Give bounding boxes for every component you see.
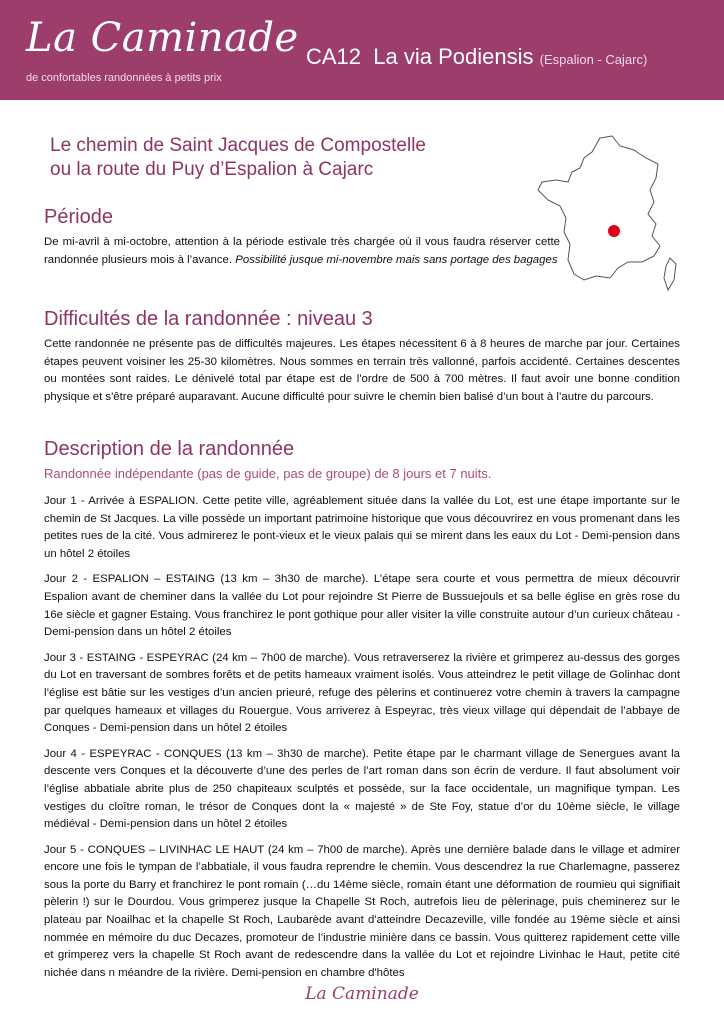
headline-line-1: Le chemin de Saint Jacques de Compostelle bbox=[50, 135, 427, 156]
periode-note: Possibilité jusque mi-novembre mais sans portage des bagages bbox=[235, 253, 558, 266]
difficulte-text: Cette randonnée ne présente pas de difficultés majeures. Les étapes nécessitent 6 à 8 heures de marche par jour. Certaines étapes peuvent voisiner les 25-30 kilomètres. Nous sommes en terrain très vallonné, parfois accidenté. Certaines descentes ou montées sont raides. Le dénivelé total par étape est de l'ordre de 500 à 700 mètres. Il faut avoir une bonne condition physique et s'être préparé auparavant. Aucune difficulté pour suivre le chemin bien balisé d’un bout à l’autre du parcours. bbox=[44, 338, 680, 403]
trip-subtitle: (Espalion - Cajarc) bbox=[539, 52, 648, 67]
brand-tagline: de confortables randonnées à petits prix bbox=[26, 72, 222, 84]
trip-title bbox=[306, 44, 647, 70]
page-headline bbox=[50, 134, 530, 182]
description-heading: Description de la randonnée bbox=[44, 438, 295, 460]
section-periode bbox=[44, 204, 680, 277]
headline-line-2: ou la route du Puy d’Espalion à Cajarc bbox=[50, 159, 374, 180]
trip-name: La via Podiensis bbox=[373, 44, 534, 69]
periode-heading: Période bbox=[44, 206, 113, 228]
trip-code: CA12 bbox=[306, 44, 362, 69]
page-header bbox=[0, 0, 724, 100]
description-subheading: Randonnée indépendante (pas de guide, pas de groupe) de 8 jours et 7 nuits. bbox=[44, 466, 492, 481]
day-paragraph-3: Jour 3 - ESTAING - ESPEYRAC (24 km – 7h00 de marche). Vous retraverserez la rivière et grimperez au-dessus des gorges du Lot en traversant de sombres forêts et de petits hameaux vraiment isolés. Vous atteindrez le petit village de Golinhac dont l’église est bâtie sur les vestiges d’un ancien prieuré, refuge des pèlerins et continuerez votre chemin à travers la campagne par quelques hameaux et villages du Rouergue. Vous arriverez à Espeyrac, très vieux village qui dépendait de l’abbaye de Conques - Demi-pension dans un hôtel 2 étoiles bbox=[44, 651, 680, 735]
day-paragraph-4: Jour 4 - ESPEYRAC - CONQUES (13 km – 3h30 de marche). Petite étape par le charmant village de Senergues avant la descente vers Conques et la découverte d’une des perles de l’art roman dans son écrin de verdure. Il faut absolument voir l’église abbatiale abrite plus de 250 chapiteaux sculptés et possède, sur la face occidentale, un magnifique tympan. Les vestiges du cloître roman, le trésor de Conques dont la « majesté » de Ste Foy, statue d’or du 10ème siècle, le village médiéval - Demi-pension dans un hôtel 2 étoiles bbox=[44, 747, 680, 831]
day-paragraph-5: Jour 5 - CONQUES – LIVINHAC LE HAUT (24 km – 7h00 de marche). Après une dernière balade dans le village et admirer encore une fois le tympan de l’abbatiale, il vous faudra reprendre le chemin. Vous descendrez la rue Charlemagne, passerez sous la porte du Barry et franchirez le pont romain (…du 14ème siècle, romain étant une déformation de roumieu qui signifiait pèlerin !) sur le Dourdou. Vous grimperez jusque la Chapelle St Roch, autrefois lieu de pèlerinage, puis cheminerez sur le plateau par Noailhac et la chapelle St Roch, Laubarède avant d'atteindre Decazeville, ville fondée au 19ème siècle et ainsi nommée en mémoire du duc Decazes, promoteur de l’industrie minière dans ce bassin. Vous quitterez rapidement cette ville et grimperez vers la chapelle St Roch avant de redescendre dans la vallée du Lot et rejoindre Livinhac le Haut, petite cité nichée dans n méandre de la rivière. Demi-pension en chambre d'hôtes bbox=[44, 843, 680, 979]
section-difficulte bbox=[44, 306, 680, 414]
footer-logo: La Caminade bbox=[305, 984, 419, 1004]
section-description bbox=[44, 436, 680, 990]
brand-logo: La Caminade bbox=[26, 15, 299, 61]
difficulte-heading: Difficultés de la randonnée : niveau 3 bbox=[44, 308, 373, 330]
periode-text: De mi-avril à mi-octobre, attention à la période estivale très chargée où il vous faudra réserver cette randonnée plusieurs mois à l’avance. Possibilité jusque mi-novembre mais sans portage des bagages bbox=[44, 236, 560, 266]
day-paragraph-1: Jour 1 - Arrivée à ESPALION. Cette petite ville, agréablement située dans la vallée du Lot, est une étape importante sur le chemin de St Jacques. La ville possède un important patrimoine historique que vous découvrirez en vous promenant dans les petites rues de la cité. Vous admirerez le pont-vieux et le vieux palais qui se mirent dans les eaux du Lot - Demi-pension dans un hôtel 2 étoiles bbox=[44, 495, 680, 560]
day-paragraph-2: Jour 2 - ESPALION – ESTAING (13 km – 3h30 de marche). L’étape sera courte et vous permettra de mieux découvrir Espalion avant de cheminer dans la vallée du Lot pour rejoindre St Pierre de Bussuejouls et sa belle église en grès rose du 16e siècle et gagner Estaing. Vous franchirez le pont gothique pour aller visiter la ville construite autour d’un curieux château - Demi-pension dans un hôtel 2 étoiles bbox=[44, 573, 680, 639]
